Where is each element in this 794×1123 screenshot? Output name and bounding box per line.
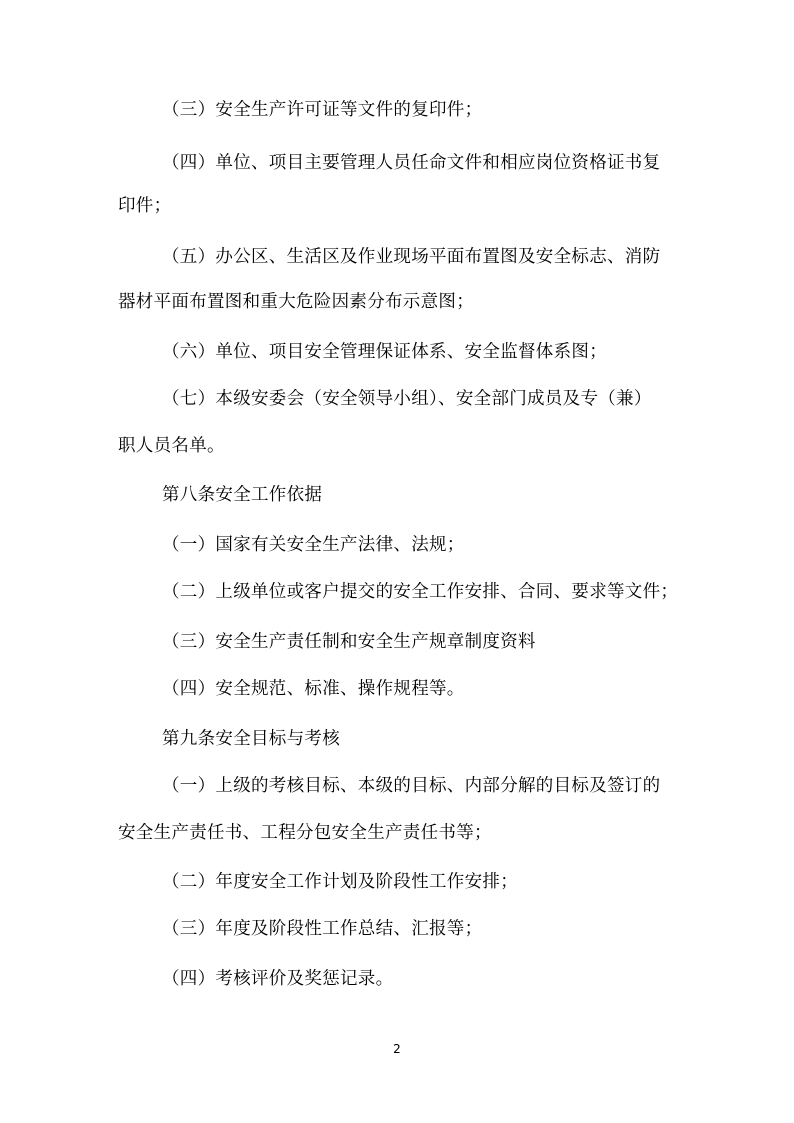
text-line: （一）上级的考核目标、本级的目标、内部分解的目标及签订的 <box>162 776 661 796</box>
text-line: 安全生产责任书、工程分包安全生产责任书等； <box>118 823 492 843</box>
text-line: （一）国家有关安全生产法律、法规； <box>162 535 465 555</box>
text-line: （七）本级安委会（安全领导小组）、安全部门成员及专（兼） <box>162 389 652 409</box>
text-line: （三）年度及阶段性工作总结、汇报等； <box>162 919 483 939</box>
text-line: （四）单位、项目主要管理人员任命文件和相应岗位资格证书复 <box>162 153 661 173</box>
text-line: （三）安全生产责任制和安全生产规章制度资料 <box>162 632 536 652</box>
text-line: 器材平面布置图和重大危险因素分布示意图； <box>118 292 474 312</box>
text-line: 印件； <box>118 196 172 216</box>
text-line: （二）年度安全工作计划及阶段性工作安排； <box>162 872 518 892</box>
text-line: （六）单位、项目安全管理保证体系、安全监督体系图； <box>162 342 607 362</box>
text-line: （二）上级单位或客户提交的安全工作安排、合同、要求等文件； <box>162 582 679 602</box>
section-heading: 第九条安全目标与考核 <box>162 729 340 749</box>
text-line: （四）考核评价及奖惩记录。 <box>162 969 394 989</box>
text-line: （四）安全规范、标准、操作规程等。 <box>162 679 465 699</box>
text-line: （三）安全生产许可证等文件的复印件； <box>162 100 483 120</box>
page-number: 2 <box>393 1042 401 1056</box>
text-line: 职人员名单。 <box>118 436 225 456</box>
text-line: （五）办公区、生活区及作业现场平面布置图及安全标志、消防 <box>162 247 661 267</box>
section-heading: 第八条安全工作依据 <box>162 485 323 505</box>
